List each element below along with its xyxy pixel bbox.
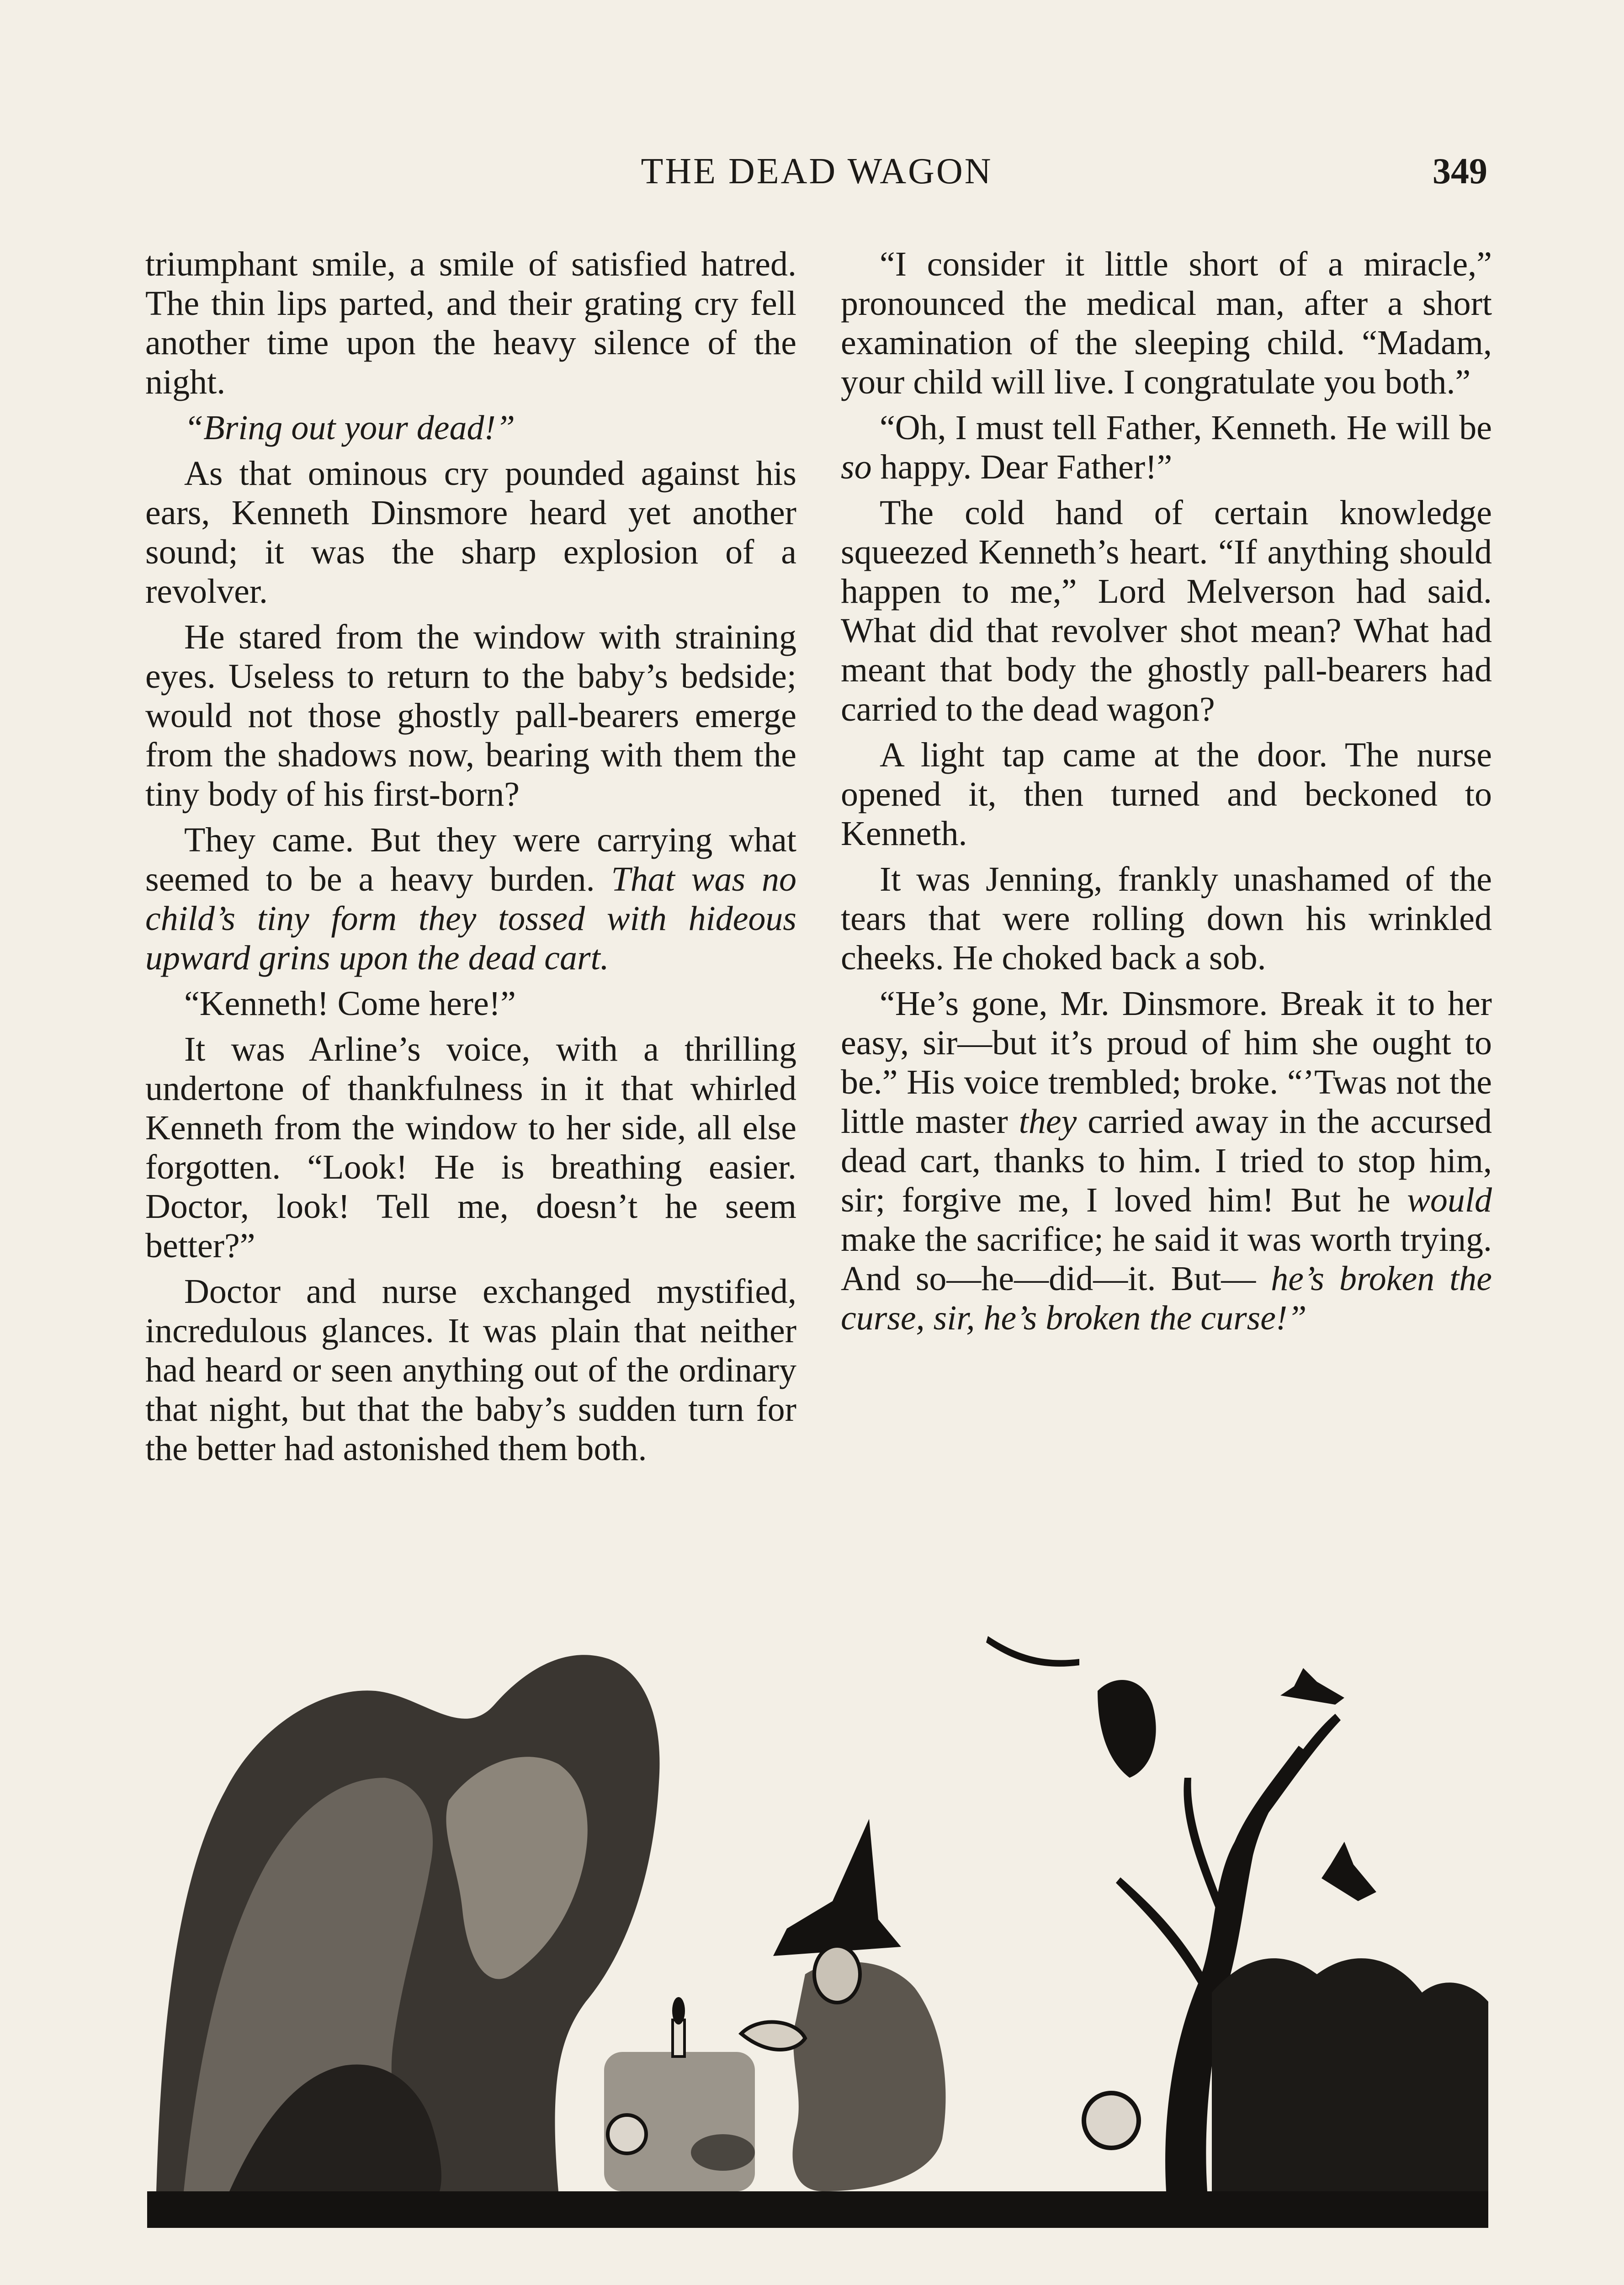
paragraph	[145, 1272, 796, 1468]
text-run: He stared from the window with straining eyes. Useless to return to the baby’s bedside; would not those ghostly pall-bearers emerge from the shadows now, bearing with them the tiny body of his first-born?	[145, 618, 796, 813]
text-run: As that ominous cry pounded against his ears, Kenneth Dinsmore heard yet another sound; it was the sharp explosion of a revolver.	[145, 454, 796, 611]
paragraph	[841, 984, 1492, 1338]
crow	[1098, 1680, 1156, 1778]
paragraph	[841, 244, 1492, 402]
paragraph	[145, 617, 796, 814]
witch-hands	[741, 2022, 805, 2050]
frog	[691, 2134, 755, 2171]
running-title: THE DEAD WAGON	[641, 151, 993, 191]
skull-small	[608, 2115, 646, 2153]
text-run: make the sacrifice; he said it was worth trying. And so—he—did—it. But—	[841, 1220, 1492, 1298]
witch-illustration	[147, 1627, 1488, 2228]
text-run: It was Jenning, frankly unashamed of the tears that were rolling down his wrinkled cheeks. He choked back a sob.	[841, 860, 1492, 977]
skull-large	[1084, 2093, 1139, 2148]
text-run: “I consider it little short of a miracle,” pronounced the medical man, after a short examination of the sleeping child. “Madam, your child will live. I congratulate you both.”	[841, 245, 1492, 401]
paragraph	[841, 493, 1492, 729]
italic-text: “Bring out your dead!”	[184, 409, 515, 447]
right-column	[841, 244, 1492, 1344]
paragraph	[145, 454, 796, 611]
paragraph	[145, 408, 796, 447]
candle-flame	[672, 1997, 685, 2025]
dark-hills	[1212, 1958, 1488, 2191]
text-run: triumphant smile, a smile of satisfied hatred. The thin lips parted, and their grating cry fell another time upon the heavy silence of the night.	[145, 245, 796, 401]
paragraph	[145, 820, 796, 978]
text-run: They came. But they were carrying what seemed to be a heavy burden.	[145, 821, 796, 898]
text-run: happy. Dear Father!”	[871, 448, 1173, 486]
flying-witch	[1280, 1668, 1344, 1705]
text-run: The cold hand of certain knowledge squeezed Kenneth’s heart. “If anything should happen to me,” Lord Melverson had said. What did that revolver shot mean? What had meant that body the ghostly pall-bearers had carried to the dead wagon?	[841, 494, 1492, 728]
paragraph	[145, 984, 796, 1023]
witch-face	[814, 1946, 860, 2003]
witch-body	[793, 1962, 946, 2191]
witch-hat	[773, 1819, 901, 1956]
left-column	[145, 244, 796, 1475]
page-header	[146, 151, 1487, 201]
text-run: “Oh, I must tell Father, Kenneth. He will be	[880, 409, 1492, 447]
paragraph	[145, 1030, 796, 1265]
text-run: “He’s gone, Mr. Dinsmore. Break it to her easy, sir—but it’s proud of him she ought to be.” His voice trembled; broke. “’Twas not the little master	[841, 984, 1492, 1141]
text-run: Doctor and nurse exchanged mystified, incredulous glances. It was plain that neither had heard or seen anything out of the ordinary that night, but that the baby’s sudden turn for the better had astonished them both.	[145, 1272, 796, 1468]
italic-text: they	[1019, 1102, 1077, 1141]
text-run: carried away in the accursed dead cart, thanks to him. I tried to stop him, sir; forgive me, I loved him! But he	[841, 1102, 1492, 1219]
paragraph	[145, 244, 796, 402]
text-run: A light tap came at the door. The nurse opened it, then turned and beckoned to Kenneth.	[841, 736, 1492, 853]
paragraph	[841, 735, 1492, 853]
paragraph	[841, 408, 1492, 487]
text-run: “Kenneth! Come here!”	[184, 984, 516, 1023]
italic-text: he’s broken the curse, sir, he’s broken the curse!”	[841, 1259, 1492, 1337]
italic-text: so	[841, 448, 872, 486]
italic-text: would	[1407, 1181, 1492, 1219]
artist-signature: A. BROSNATCH	[1142, 2262, 1333, 2282]
paragraph	[841, 860, 1492, 978]
text-run: It was Arline’s voice, with a thrilling undertone of thankfulness in it that whirled Kenneth from the window to her side, all else forgotten. “Look! He is breathing easier. Doctor, look! Tell me, doesn’t he seem better?”	[145, 1030, 796, 1265]
ground	[147, 2191, 1488, 2228]
italic-text: That was no child’s tiny form they tossed with hideous upward grins upon the dead cart.	[145, 860, 796, 977]
page-number: 349	[1433, 151, 1487, 191]
flying-witch	[1321, 1842, 1376, 1901]
